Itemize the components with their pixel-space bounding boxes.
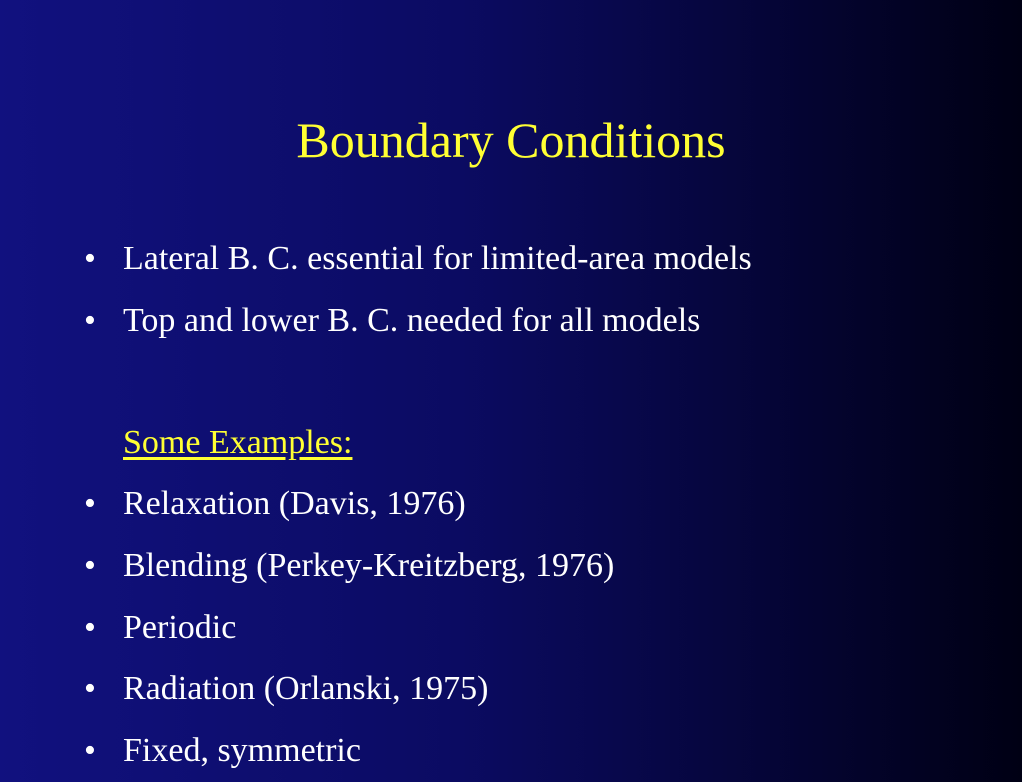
bullet-icon: • [84, 670, 96, 707]
examples-subheading: Some Examples: [123, 424, 353, 461]
bullet-text: Fixed, symmetric [123, 732, 361, 769]
bullet-text: Periodic [123, 609, 237, 646]
bullet-icon: • [84, 485, 96, 522]
bullet-text: Radiation (Orlanski, 1975) [123, 670, 489, 707]
bullet-text: Top and lower B. C. needed for all models [123, 302, 701, 339]
bullet-icon: • [84, 240, 96, 277]
bullet-icon: • [84, 547, 96, 584]
bullet-text: Relaxation (Davis, 1976) [123, 485, 466, 522]
bullet-icon: • [84, 609, 96, 646]
slide-title: Boundary Conditions [296, 112, 726, 168]
bullet-text: Lateral B. C. essential for limited-area models [123, 240, 752, 277]
bullet-icon: • [84, 732, 96, 769]
bullet-text: Blending (Perkey-Kreitzberg, 1976) [123, 547, 615, 584]
bullet-icon: • [84, 302, 96, 339]
